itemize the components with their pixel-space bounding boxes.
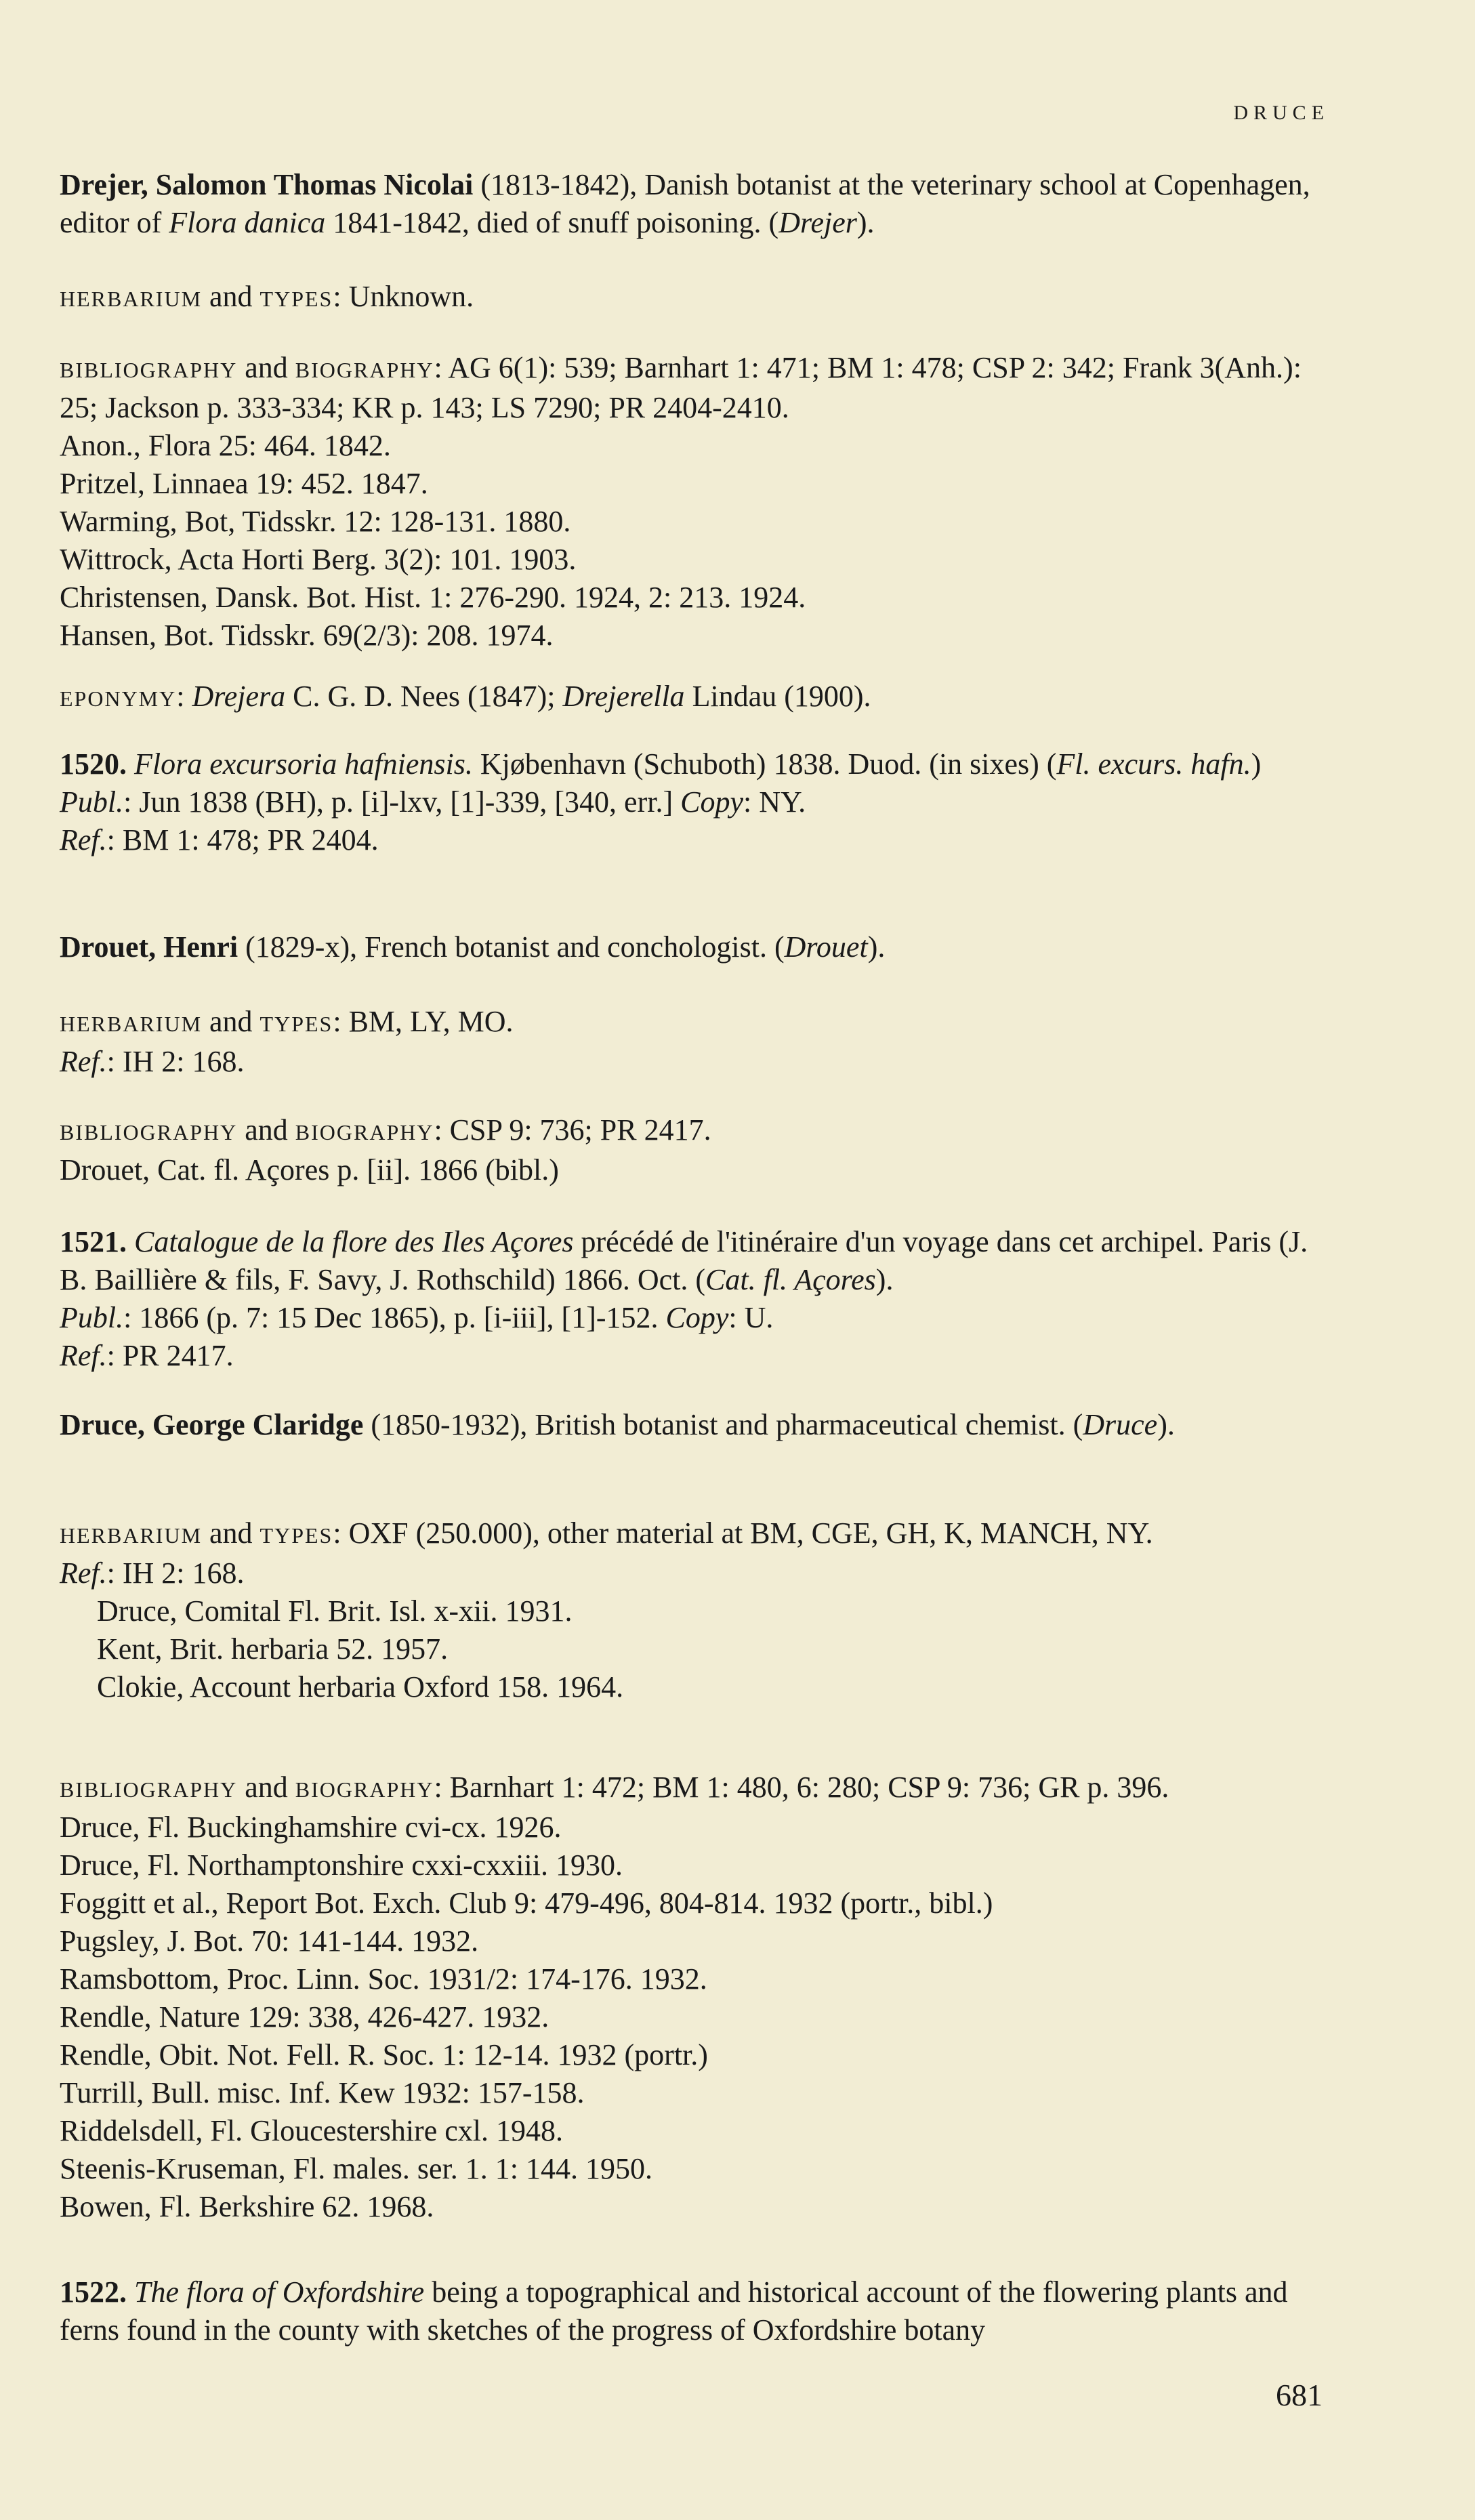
entry-druce: Druce, George Claridge (1850-1932), British botanist and pharmaceutical chemist. (Druce). — [60, 1408, 1175, 1441]
work-entry-1521: 1521. Catalogue de la flore des Iles Açores précédé de l'itinéraire d'un voyage dans cet archipel. Paris (J. B. Baillière & fils, F. Savy, J. Rothschild) 1866. Oct. (Cat. fl. Açores). Publ.: 1866 (p. 7: 15 Dec 1865), p. [i-iii], [1]-152. Copy: U. Ref.: PR 2417. — [60, 1225, 1308, 1372]
work-title: Flora excursoria hafniensis. — [134, 747, 473, 781]
reference-line: Hansen, Bot. Tidsskr. 69(2/3): 208. 1974. — [60, 619, 554, 652]
work-number: 1520. — [60, 747, 127, 781]
page-number: 681 — [1276, 2378, 1323, 2412]
entry-intro: Drejer, Salomon Thomas Nicolai (1813-1842), Danish botanist at the veterinary school at Copenhagen, editor of Flora danica 1841-1842, died of snuff poisoning. (Drejer). — [60, 168, 1310, 239]
work-title: The flora of Oxfordshire — [134, 2275, 425, 2309]
reference-line: Druce, Fl. Buckinghamshire cvi-cx. 1926. — [60, 1811, 562, 1844]
work-number: 1522. — [60, 2275, 127, 2309]
reference-line: Druce, Fl. Northamptonshire cxxi-cxxiii. 1930. — [60, 1848, 623, 1882]
reference-line: Christensen, Dansk. Bot. Hist. 1: 276-290. 1924, 2: 213. 1924. — [60, 581, 806, 614]
reference-line: Turrill, Bull. misc. Inf. Kew 1932: 157-158. — [60, 2076, 585, 2109]
work-entry-1520: 1520. Flora excursoria hafniensis. Kjøbenhavn (Schuboth) 1838. Duod. (in sixes) (Fl. excurs. hafn.) Publ.: Jun 1838 (BH), p. [i]-lxv, [1]-339, [340, err.] Copy: NY. Ref.: BM 1: 478; PR 2404. — [60, 747, 1262, 856]
reference-line: Bowen, Fl. Berkshire 62. 1968. — [60, 2190, 434, 2223]
reference-line: Pugsley, J. Bot. 70: 141-144. 1932. — [60, 1924, 479, 1958]
reference-line: Ramsbottom, Proc. Linn. Soc. 1931/2: 174-176. 1932. — [60, 1962, 707, 1996]
herbarium-section: HERBARIUM and TYPES: Unknown. — [60, 280, 474, 313]
reference-line: Rendle, Obit. Not. Fell. R. Soc. 1: 12-14. 1932 (portr.) — [60, 2038, 708, 2071]
eponymy-section: EPONYMY: Drejera C. G. D. Nees (1847); Drejerella Lindau (1900). — [60, 680, 871, 713]
reference-line: Anon., Flora 25: 464. 1842. — [60, 429, 391, 462]
reference-line: Wittrock, Acta Horti Berg. 3(2): 101. 1903. — [60, 543, 577, 576]
reference-line: Rendle, Nature 129: 338, 426-427. 1932. — [60, 2000, 549, 2033]
reference-line: Drouet, Cat. fl. Açores p. [ii]. 1866 (bibl.) — [60, 1153, 559, 1186]
herbarium-section: HERBARIUM and TYPES: BM, LY, MO. Ref.: IH 2: 168. — [60, 1005, 514, 1078]
reference-line: Warming, Bot, Tidsskr. 12: 128-131. 1880. — [60, 505, 571, 538]
work-number: 1521. — [60, 1225, 127, 1258]
work-entry-1522: 1522. The flora of Oxfordshire being a topographical and historical account of the flowering plants and ferns found in the county with sketches of the progress of Oxfordshire botany — [60, 2275, 1288, 2347]
bibliography-section: BIBLIOGRAPHY and BIOGRAPHY: Barnhart 1: 472; BM 1: 480, 6: 280; CSP 9: 736; GR p. 396. Druce, Fl. Buckinghamshire cvi-cx. 1926. Druce, Fl. Northamptonshire cxxi-cxxiii. 1930. Foggitt et al., Report Bot. Exch. Club 9: 479-496, 804-814. 1932 (portr., bibl.) Pugsley, J. Bot. 70: 141-144. 1932. Ramsbottom, Proc. Linn. Soc. 1931/2: 174-176. 1932. Rendle, Nature 129: 338, 426-427. 1932. Rendle, Obit. Not. Fell. R. Soc. 1: 12-14. 1932 (portr.) Turrill, Bull. misc. Inf. Kew 1932: 157-158. Riddelsdell, Fl. Gloucestershire cxl. 1948. Steenis-Kruseman, Fl. males. ser. 1. 1: 144. 1950. Bowen, Fl. Berkshire 62. 1968. — [60, 1769, 1333, 2226]
author-abbrev: Drejer — [778, 206, 857, 239]
reference-line: Druce, Comital Fl. Brit. Isl. x-xii. 1931. — [97, 1594, 573, 1628]
reference-line: Riddelsdell, Fl. Gloucestershire cxl. 1948. — [60, 2114, 563, 2147]
herbarium-section: HERBARIUM and TYPES: OXF (250.000), other material at BM, CGE, GH, K, MANCH, NY. Ref.: IH 2: 168. Druce, Comital Fl. Brit. Isl. x-xii. 1931. Kent, Brit. herbaria 52. 1957. Clokie, Account herbaria Oxford 158. 1964. — [60, 1514, 1333, 1706]
author-name: Drejer, Salomon Thomas Nicolai — [60, 168, 474, 201]
reference-line: Pritzel, Linnaea 19: 452. 1847. — [60, 467, 428, 500]
reference-line: Clokie, Account herbaria Oxford 158. 1964. — [97, 1670, 624, 1703]
author-name: Drouet, Henri — [60, 930, 238, 964]
work-title: Catalogue de la flore des Iles Açores — [134, 1225, 574, 1258]
reference-line: Steenis-Kruseman, Fl. males. ser. 1. 1: 144. 1950. — [60, 2152, 653, 2185]
entry-drouet: Drouet, Henri (1829-x), French botanist and conchologist. (Drouet). — [60, 930, 886, 964]
author-name: Druce, George Claridge — [60, 1408, 364, 1441]
reference-line: Foggitt et al., Report Bot. Exch. Club 9: 479-496, 804-814. 1932 (portr., bibl.) — [60, 1886, 993, 1920]
bibliography-section: BIBLIOGRAPHY and BIOGRAPHY: CSP 9: 736; PR 2417. Drouet, Cat. fl. Açores p. [ii]. 1866 (bibl.) — [60, 1111, 1333, 1189]
bibliography-section: BIBLIOGRAPHY and BIOGRAPHY: AG 6(1): 539; Barnhart 1: 471; BM 1: 478; CSP 2: 342; Frank 3(Anh.): 25; Jackson p. 333-334; KR p. 143; LS 7290; PR 2404-2410. Anon., Flora 25: 464. 1842. Pritzel, Linnaea 19: 452. 1847. Warming, Bot, Tidsskr. 12: 128-131. 1880. Wittrock, Acta Horti Berg. 3(2): 101. 1903. Christensen, Dansk. Bot. Hist. 1: 276-290. 1924, 2: 213. 1924. Hansen, Bot. Tidsskr. 69(2/3): 208. 1974. — [60, 349, 1333, 655]
reference-line: Kent, Brit. herbaria 52. 1957. — [97, 1632, 449, 1666]
entry-drejer — [60, 166, 1333, 242]
running-head: DRUCE — [1233, 102, 1329, 124]
